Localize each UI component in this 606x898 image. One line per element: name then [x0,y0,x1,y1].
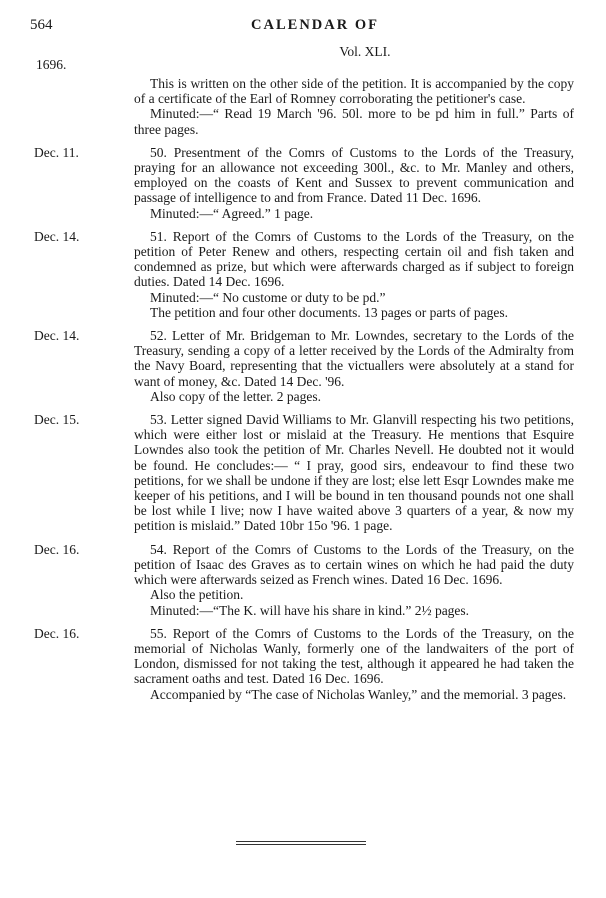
entry-date: Dec. 15. [34,412,80,428]
entry-paragraph: Minuted:—“ No custome or duty to be pd.” [150,289,386,305]
entry-date: Dec. 11. [34,144,79,160]
entry-51 [34,229,574,320]
entry-55 [34,626,574,702]
volume-heading: Vol. XLI. [339,44,391,59]
section-divider [236,841,366,842]
entry-paragraph: The petition and four other documents. 13 pages or parts of pages. [150,304,509,320]
entry-paragraph: Minuted:—“The K. will have his share in kind.” 2½ pages. [150,602,470,618]
running-title: CALENDAR OF [251,17,379,33]
entry-paragraph: 54. Report of the Comrs of Customs to the Lords of the Treasury, on the petition of Isaac des Graves as to certain wines on which he had paid the duty which were afterwards seized as French wines. Dated 16 Dec. 1696. [134,541,574,588]
entry-paragraph: Also the petition. [150,587,244,603]
entry-53 [34,412,574,534]
entry-54 [34,542,574,618]
entry-paragraph: Accompanied by “The case of Nicholas Wanley,” and the memorial. 3 pages. [150,686,567,702]
entry-52 [34,328,574,404]
page-number: 564 [30,17,53,33]
entry-50 [34,145,574,221]
entry-date: Dec. 14. [34,228,80,244]
intro-minute: Minuted:—“ Read 19 March '96. 50l. more to be pd him in full.” Parts of three pages. [134,106,574,137]
entry-paragraph: 52. Letter of Mr. Bridgeman to Mr. Lowndes, secretary to the Lords of the Treasury, sending a copy of a letter received by the Lords of the Admiralty from the Navy Board, representing that the victuallers were absolutely at a stand for want of money, &c. Dated 14 Dec. '96. [134,328,574,389]
entry-paragraph: Also copy of the letter. 2 pages. [150,388,321,404]
entry-paragraph: Minuted:—“ Agreed.” 1 page. [150,205,314,221]
entry-paragraph: 50. Presentment of the Comrs of Customs to the Lords of the Treasury, praying for an allowance not exceeding 300l., &c. to Mr. Manley and others, employed on the coasts of Kent and Sussex to prevent communication and passage of intelligence to and from France. Dated 11 Dec. 1696. [134,144,574,206]
entry-paragraph: 55. Report of the Comrs of Customs to the Lords of the Treasury, on the memorial of Nicholas Wanly, formerly one of the landwaiters of the port of London, dismissed for not taking the test, although it appeared he had taken the sacrament oaths and test. Dated 16 Dec. 1696. [134,625,574,687]
section-divider [236,844,366,845]
entry-date: Dec. 16. [34,625,80,641]
intro-paragraph: This is written on the other side of the petition. It is accompanied by the copy of a certificate of the Earl of Romney corroborating the petitioner's case. [134,76,574,107]
entry-paragraph: 53. Letter signed David Williams to Mr. Glanvill respecting his two petitions, which were either lost or mislaid at the Treasury. He mentions that Esquire Lowndes also took the petition of Mr. Charles Nevell. He doubted not it would be found. He concludes:— “ I pray, good sirs, endeavour to find these two petitions, for we shall be undone if they are lost; else lett Esqr Lowndes make me keeper of his petitions, and I will be bound in ten thousand pounds not one shall be lost while I live; now I have waited above 3 quarters of a year, & now my petition is mislaid.” Dated 10br 15o '96. 1 page. [134,412,574,534]
entry-date: Dec. 16. [34,541,80,557]
entry-date: Dec. 14. [34,328,80,344]
calendar-content [34,76,574,702]
entry-paragraph: 51. Report of the Comrs of Customs to the Lords of the Treasury, on the petition of Peter Renew and others, respecting certain oil and fish taken and condemned as prize, but which were afterwards charged as if subject to foreign duties. Dated 14 Dec. 1696. [134,228,574,290]
intro-entry [34,76,574,137]
year-margin: 1696. [36,57,67,72]
